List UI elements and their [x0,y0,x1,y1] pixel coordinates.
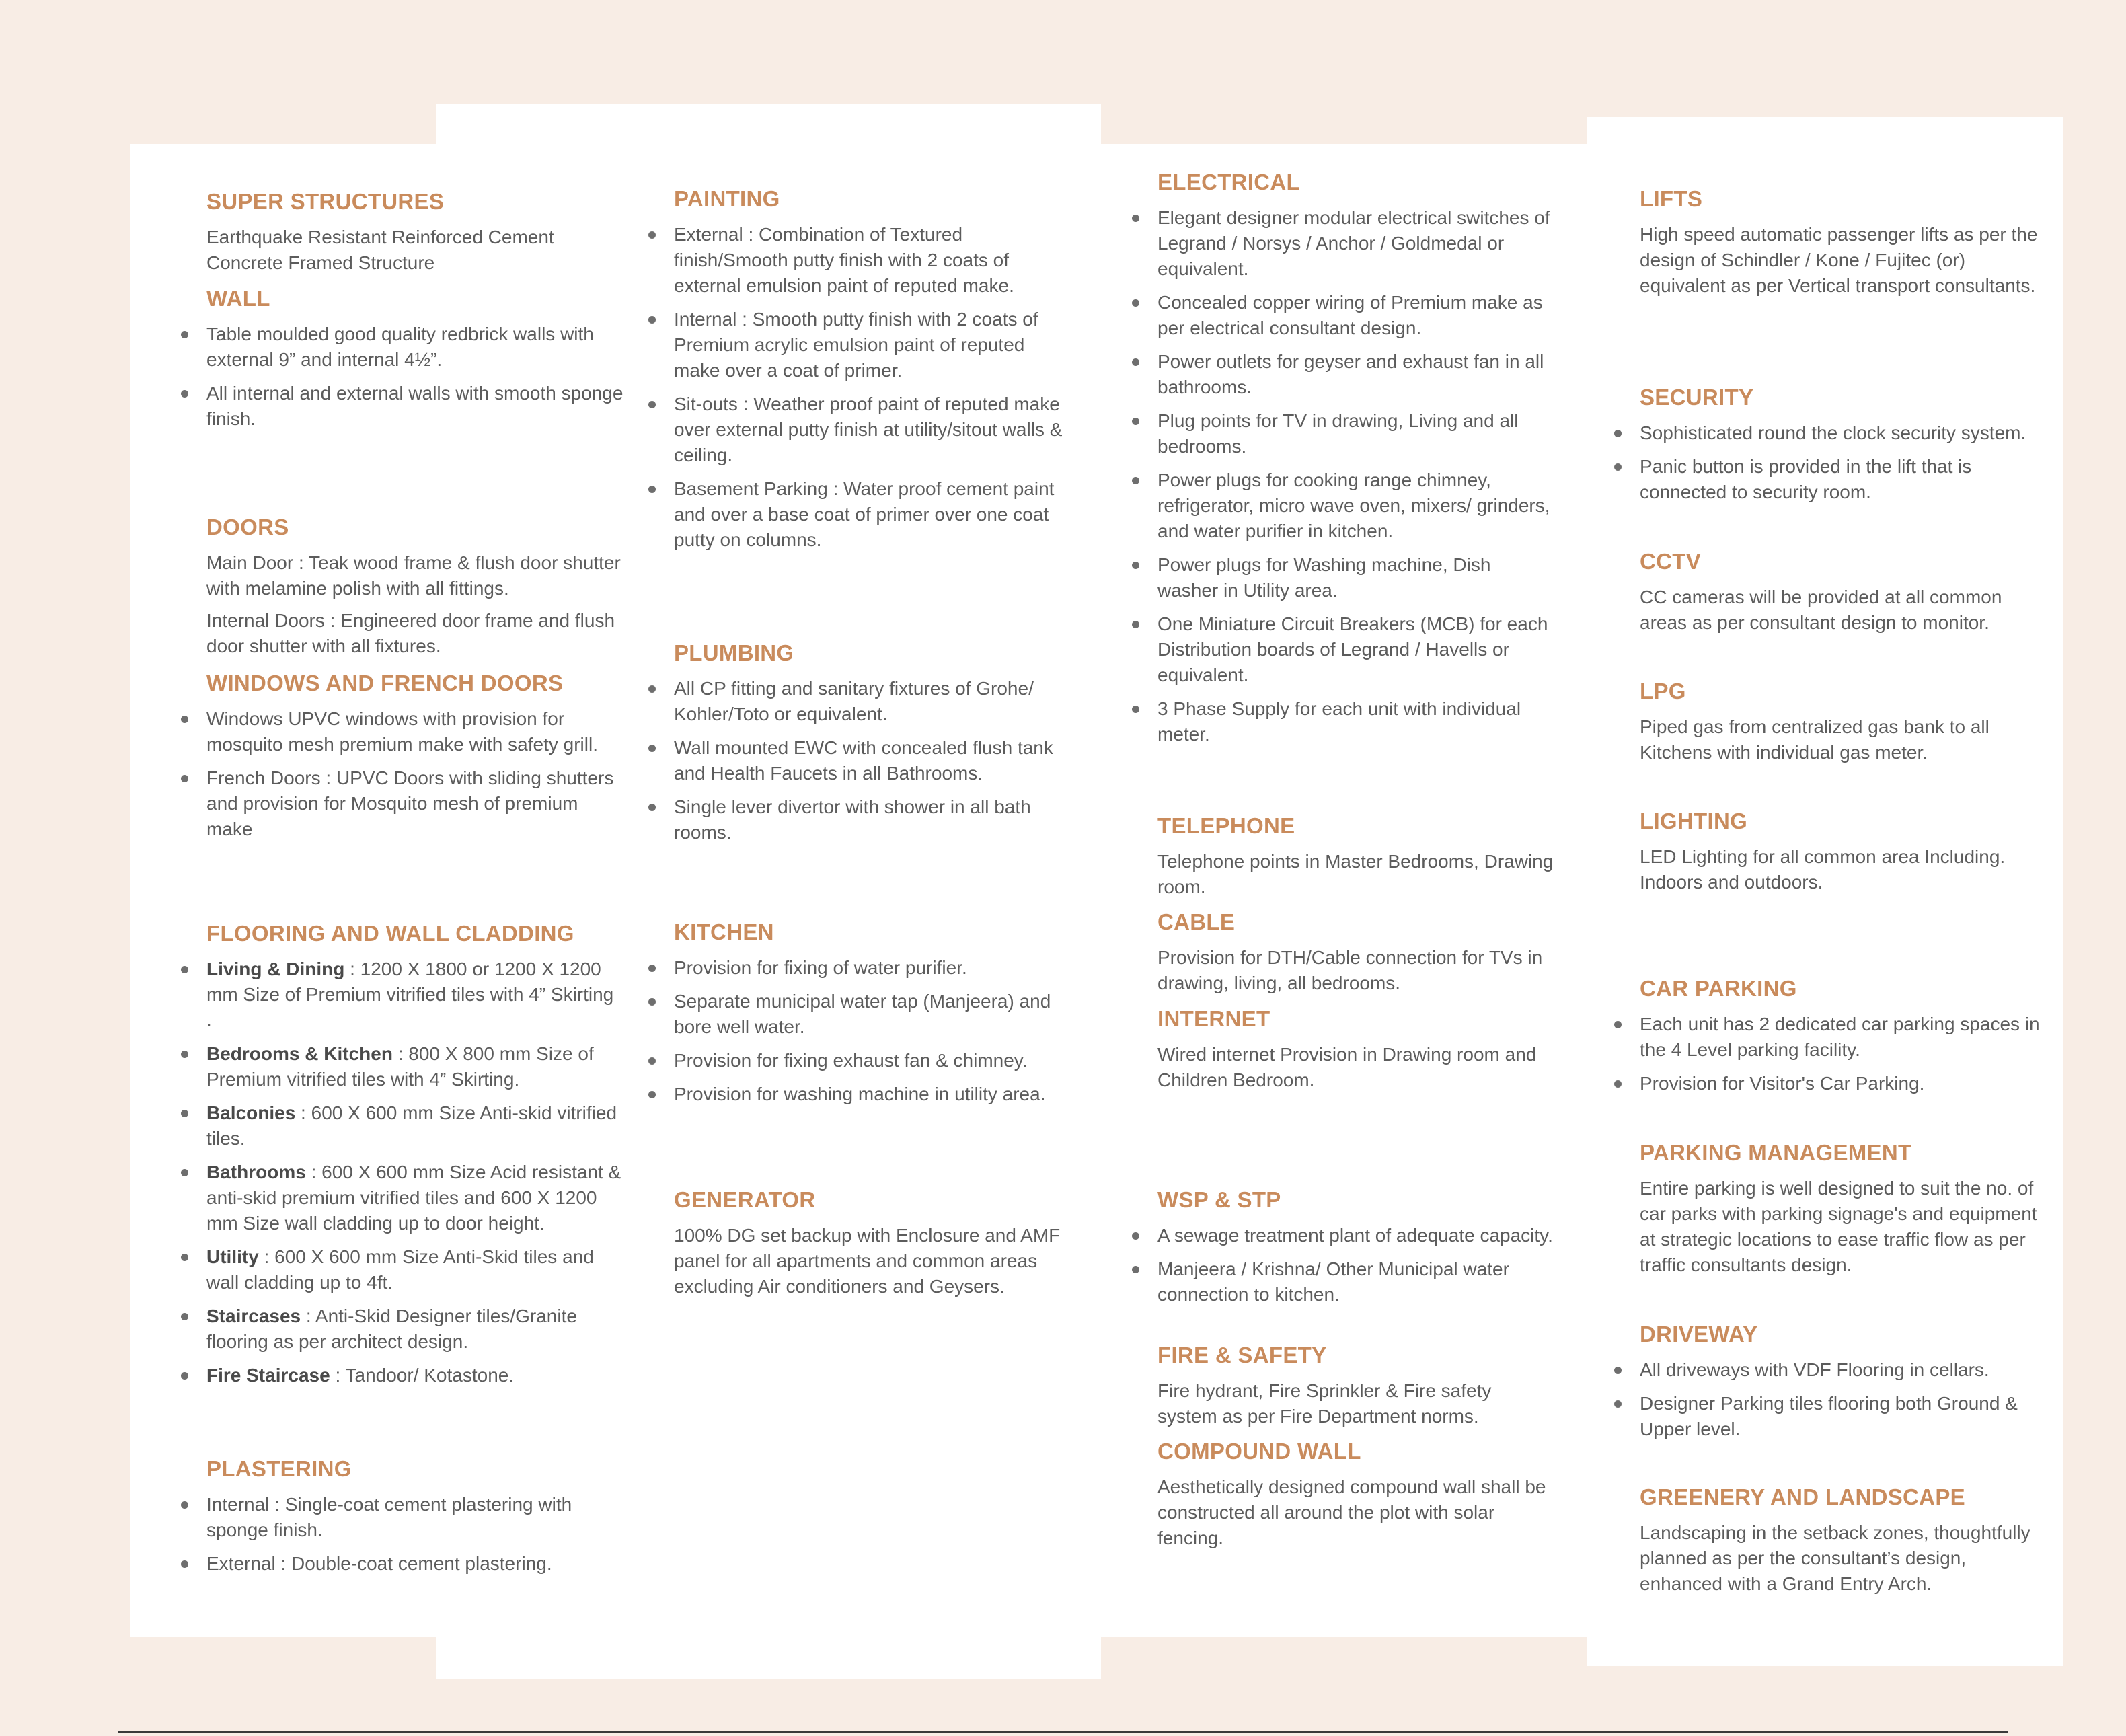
section-text: Piped gas from centralized gas bank to all Kitchens with individual gas meter. [1640,716,1989,763]
section-security [1640,383,2041,513]
list-item: Wall mounted EWC with concealed flush tank and Health Faucets in all Bathrooms. [674,735,1071,786]
section-title: LIGHTING [1640,808,1748,833]
section-text: High speed automatic passenger lifts as per the design of Schindler / Kone / Fujitec (or) equivalent as per Vertical transport consultants. [1640,224,2038,296]
section-driveway [1640,1320,2041,1450]
section-electrical [1157,167,1556,755]
list-item: Power plugs for cooking range chimney, refrigerator, micro wave oven, mixers/ grinders, and water purifier in kitchen. [1157,467,1556,544]
bullet-list [206,956,623,1388]
list-item: Sophisticated round the clock security system. [1640,420,2041,446]
list-item [206,956,623,1033]
section-text: LED Lighting for all common area Including. Indoors and outdoors. [1640,846,2006,893]
section-text: Landscaping in the setback zones, thoughtfully planned as per the consultant’s design, enhanced with a Grand Entry Arch. [1640,1522,2030,1594]
item-text: : Tandoor/ Kotastone. [330,1365,515,1386]
section-title: INTERNET [1157,1006,1270,1031]
section-text: Fire hydrant, Fire Sprinkler & Fire safety system as per Fire Department norms. [1157,1380,1492,1427]
section-greenery [1640,1482,2041,1603]
list-item: Power plugs for Washing machine, Dish washer in Utility area. [1157,552,1556,603]
section-text: Aesthetically designed compound wall shall be constructed all around the plot with solar fencing. [1157,1476,1546,1548]
section-text: Wired internet Provision in Drawing room and Children Bedroom. [1157,1044,1537,1090]
section-painting [674,184,1071,561]
bullet-list [206,1492,623,1577]
section-text: CC cameras will be provided at all common areas as per consultant design to monitor. [1640,587,2002,633]
list-item: Concealed copper wiring of Premium make as per electrical consultant design. [1157,290,1556,341]
section-windows [206,669,623,850]
section-wsp-stp [1157,1185,1556,1316]
item-label: Bedrooms & Kitchen [206,1043,393,1064]
list-item: Windows UPVC windows with provision for mosquito mesh premium make with safety grill. [206,706,623,757]
section-text: Telephone points in Master Bedrooms, Drawing room. [1157,851,1554,897]
section-title: WALL [206,286,270,311]
list-item: Elegant designer modular electrical switches of Legrand / Norsys / Anchor / Goldmedal or equivalent. [1157,205,1556,282]
list-item: Power outlets for geyser and exhaust fan in all bathrooms. [1157,349,1556,400]
list-item: Single lever divertor with shower in all bath rooms. [674,794,1071,845]
section-title: SECURITY [1640,385,1754,410]
section-title: GREENERY AND LANDSCAPE [1640,1484,1965,1509]
section-title: SUPER STRUCTURES [206,189,445,214]
list-item: Designer Parking tiles flooring both Ground & Upper level. [1640,1391,2041,1442]
list-item: A sewage treatment plant of adequate capacity. [1157,1223,1556,1248]
bullet-list [674,222,1071,553]
section-text: Entire parking is well designed to suit the no. of car parks with parking signage's and equipment at strategic locations to ease traffic flow as per traffic consultants design. [1640,1178,2037,1275]
section-text: 100% DG set backup with Enclosure and AMF panel for all apartments and common areas excluding Air conditioners and Geysers. [674,1225,1061,1297]
list-item [206,1363,623,1388]
section-title: PLASTERING [206,1456,352,1481]
section-title: PARKING MANAGEMENT [1640,1140,1912,1165]
list-item: Table moulded good quality redbrick walls with external 9” and internal 4½”. [206,322,623,373]
bullet-list [1640,1357,2041,1442]
list-item: Internal : Single-coat cement plastering with sponge finish. [206,1492,623,1543]
bullet-list [1157,1223,1556,1308]
list-item: Provision for Visitor's Car Parking. [1640,1071,2041,1096]
section-title: FIRE & SAFETY [1157,1343,1327,1367]
section-title: CABLE [1157,909,1236,934]
item-label: Living & Dining [206,958,345,979]
item-text: : 1200 X 1800 or 1200 X 1200 mm Size of Premium vitrified tiles with 4” Skirting . [206,958,614,1030]
section-plastering [206,1454,623,1585]
section-title: ELECTRICAL [1157,169,1300,194]
section-plumbing [674,638,1071,854]
section-cctv [1640,547,2041,642]
section-lighting [1640,806,2041,902]
section-super-structures [206,187,623,282]
section-title: CCTV [1640,549,1702,574]
item-text: : 800 X 800 mm Size of Premium vitrified tiles with 4” Skirting. [206,1043,594,1090]
section-title: CAR PARKING [1640,976,1797,1001]
item-label: Fire Staircase [206,1365,330,1386]
section-fire-safety [1157,1341,1556,1436]
section-compound-wall [1157,1437,1556,1558]
list-item: Sit-outs : Weather proof paint of reputed make over external putty finish at utility/sitout walls & ceiling. [674,391,1071,468]
bullet-list [674,676,1071,845]
list-item: Provision for fixing exhaust fan & chimney. [674,1048,1071,1073]
item-text: : Anti-Skid Designer tiles/Granite flooring as per architect design. [206,1306,577,1352]
list-item: One Miniature Circuit Breakers (MCB) for each Distribution boards of Legrand / Havells or equivalent. [1157,611,1556,688]
item-text: : 600 X 600 mm Size Anti-skid vitrified tiles. [206,1102,617,1149]
section-text: Earthquake Resistant Reinforced Cement Concrete Framed Structure [206,227,554,273]
list-item [206,1304,623,1355]
section-title: COMPOUND WALL [1157,1439,1361,1464]
section-title: TELEPHONE [1157,813,1295,838]
bottom-divider [118,1731,2008,1733]
section-title: DRIVEWAY [1640,1322,1758,1347]
section-flooring [206,919,623,1396]
list-item [206,1041,623,1092]
item-label: Utility [206,1246,259,1267]
bullet-list [206,322,623,432]
list-item: All driveways with VDF Flooring in cellars. [1640,1357,2041,1383]
list-item: Each unit has 2 dedicated car parking spaces in the 4 Level parking facility. [1640,1012,2041,1063]
item-label: Balconies [206,1102,296,1123]
list-item [206,1244,623,1295]
item-text: : 600 X 600 mm Size Acid resistant & anti-skid premium vitrified tiles and 600 X 1200 mm Size wall cladding up to door height. [206,1162,621,1234]
section-doors [206,513,623,666]
bullet-list [1640,420,2041,505]
section-parking-management [1640,1138,2041,1285]
section-title: WSP & STP [1157,1187,1281,1212]
section-title: DOORS [206,515,289,539]
section-lpg [1640,677,2041,772]
list-item: Basement Parking : Water proof cement paint and over a base coat of primer over one coat putty on columns. [674,476,1071,553]
list-item: 3 Phase Supply for each unit with individual meter. [1157,696,1556,747]
section-generator [674,1185,1071,1306]
section-telephone [1157,811,1556,907]
section-title: GENERATOR [674,1187,816,1212]
list-item: Panic button is provided in the lift that is connected to security room. [1640,454,2041,505]
item-text: : 600 X 600 mm Size Anti-Skid tiles and wall cladding up to 4ft. [206,1246,594,1293]
list-item: French Doors : UPVC Doors with sliding shutters and provision for Mosquito mesh of premium make [206,765,623,842]
section-title: LIFTS [1640,186,1703,211]
section-cable [1157,907,1556,1003]
item-label: Bathrooms [206,1162,306,1182]
section-text: Provision for DTH/Cable connection for TVs in drawing, living, all bedrooms. [1157,947,1543,993]
bullet-list [206,706,623,842]
section-title: PLUMBING [674,640,794,665]
section-car-parking [1640,974,2041,1104]
section-title: WINDOWS AND FRENCH DOORS [206,671,564,695]
list-item: Separate municipal water tap (Manjeera) and bore well water. [674,989,1071,1040]
list-item: External : Combination of Textured finish/Smooth putty finish with 2 coats of external emulsion paint of reputed make. [674,222,1071,299]
section-internet [1157,1004,1556,1100]
list-item: Plug points for TV in drawing, Living and all bedrooms. [1157,408,1556,459]
list-item: Internal : Smooth putty finish with 2 coats of Premium acrylic emulsion paint of reputed make over a coat of primer. [674,307,1071,383]
list-item: Provision for washing machine in utility area. [674,1082,1071,1107]
list-item [206,1100,623,1152]
list-item: Provision for fixing of water purifier. [674,955,1071,981]
section-title: FLOORING AND WALL CLADDING [206,921,574,946]
bullet-list [1640,1012,2041,1096]
bullet-list [1157,205,1556,747]
section-title: PAINTING [674,186,780,211]
list-item: Manjeera / Krishna/ Other Municipal water connection to kitchen. [1157,1256,1556,1308]
section-title: LPG [1640,679,1686,704]
section-title: KITCHEN [674,919,774,944]
bullet-list [674,955,1071,1107]
section-text: Internal Doors : Engineered door frame and flush door shutter with all fixtures. [206,610,615,656]
section-kitchen [674,917,1071,1115]
section-text: Main Door : Teak wood frame & flush door shutter with melamine polish with all fittings. [206,552,621,599]
list-item: External : Double-coat cement plastering. [206,1551,623,1577]
list-item [206,1160,623,1236]
section-wall [206,284,623,440]
section-lifts [1640,184,2041,305]
list-item: All CP fitting and sanitary fixtures of Grohe/ Kohler/Toto or equivalent. [674,676,1071,727]
item-label: Staircases [206,1306,301,1326]
list-item: All internal and external walls with smooth sponge finish. [206,381,623,432]
